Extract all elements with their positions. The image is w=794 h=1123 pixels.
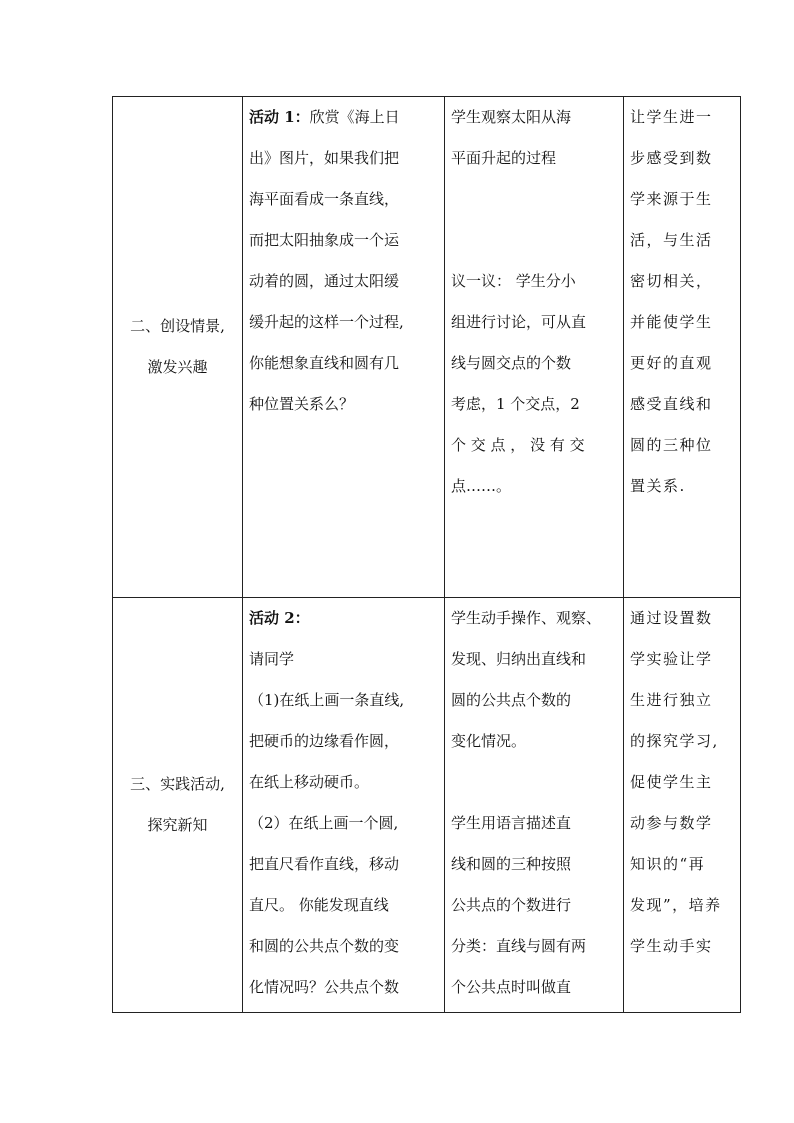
design-purpose-cell: 通过设置数 学实验让学 生进行独立 的探究学习, 促使学生主 动参与数学 知识的“再 发现”，培养 学生动手实 xyxy=(624,598,741,1013)
student-activity-cell: 学生动手操作、观察、 发现、归纳出直线和 圆的公共点个数的 变化情况。 学生用语言描述直 线和圆的三种按照 公共点的个数进行 分类：直线与圆有两 个公共点时叫做直 xyxy=(445,598,624,1013)
activity-heading: 活动 1： xyxy=(249,108,310,126)
student-activity-cell: 学生观察太阳从海 平面升起的过程 议一议： 学生分小 组进行讨论，可从直 线与圆交点的个数 考虑，1 个交点，2 个 交 点 ， 没 有 交 点……。 xyxy=(445,97,624,598)
activity-heading: 活动 2： xyxy=(249,609,310,627)
stage-cell: 三、实践活动, 探究新知 xyxy=(113,598,243,1013)
teacher-activity-cell: 活动 2： 请同学 （1)在纸上画一条直线, 把硬币的边缘看作圆， 在纸上移动硬币。 （2）在纸上画一个圆, 把直尺看作直线，移动 直尺。 你能发现直线 和圆的公共点个数的变 化情况吗？公共点个数 xyxy=(243,598,445,1013)
stage-cell: 二、创设情景, 激发兴趣 xyxy=(113,97,243,598)
table-row xyxy=(113,598,741,1013)
teacher-activity-cell: 活动 1：欣赏《海上日 出》图片，如果我们把 海平面看成一条直线， 而把太阳抽象成一个运 动着的圆，通过太阳缓 缓升起的这样一个过程, 你能想象直线和圆有几 种位置关系么？ xyxy=(243,97,445,598)
table-row xyxy=(113,97,741,598)
design-purpose-cell: 让学生进一 步感受到数 学来源于生 活，与生活 密切相关， 并能使学生 更好的直观 感受直线和 圆的三种位 置关系. xyxy=(624,97,741,598)
lesson-plan-table xyxy=(112,96,741,1013)
